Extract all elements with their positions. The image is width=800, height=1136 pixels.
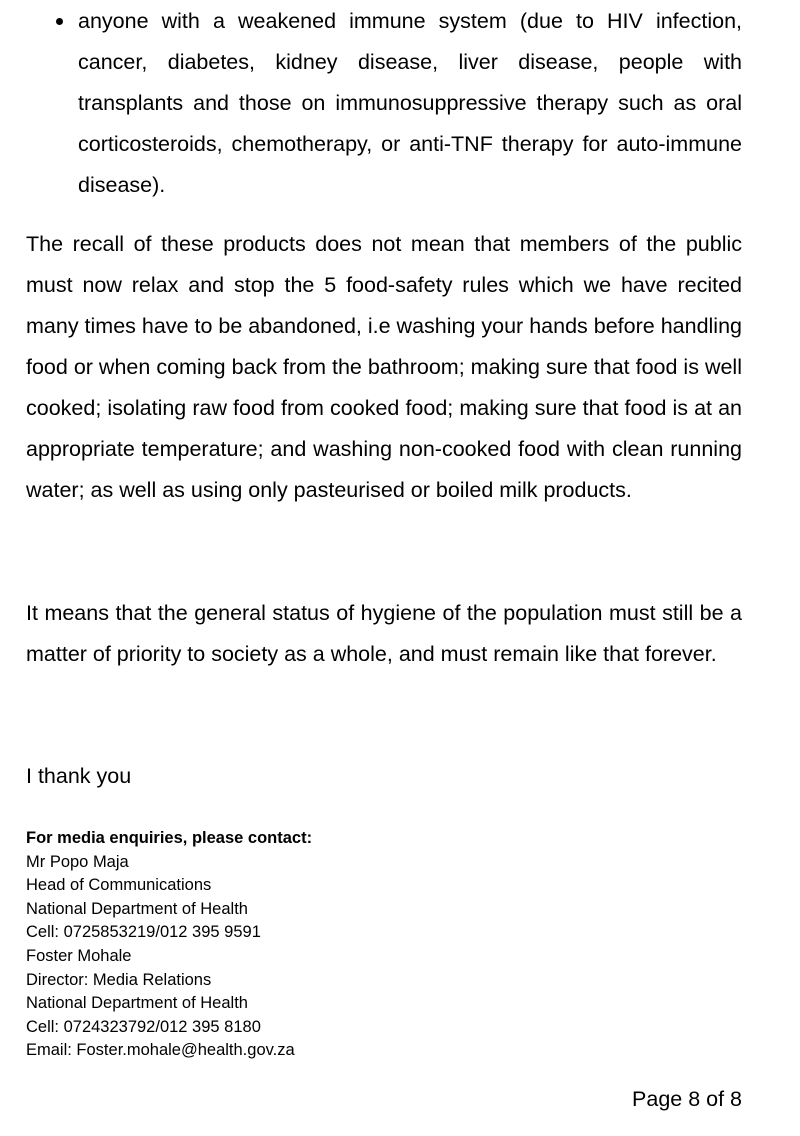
hygiene-paragraph: It means that the general status of hygiene of the population must still be a matter of priority to society as a whole, and must remain like that forever. bbox=[26, 601, 742, 666]
media-contact-block bbox=[26, 827, 526, 1063]
contact-title: Head of Communications bbox=[26, 876, 212, 895]
contact-title: Director: Media Relations bbox=[26, 970, 212, 989]
list-item-text: anyone with a weakened immune system (due to HIV infection, cancer, diabetes, kidney disease, liver disease, people with transplants and those on immunosuppressive therapy such as oral corticosteroids, chemotherapy, or anti-TNF therapy for auto-immune disease). bbox=[78, 9, 742, 197]
closing-remark: I thank you bbox=[26, 764, 132, 788]
bullet-icon bbox=[56, 18, 63, 25]
contact-name: Foster Mohale bbox=[26, 946, 132, 965]
recall-paragraph: The recall of these products does not mean that members of the public must now relax and stop the 5 food-safety rules which we have recited many times have to be abandoned, i.e washing your hands before handling food or when coming back from the bathroom; making sure that food is well cooked; isolating raw food from cooked food; making sure that food is at an appropriate temperature; and washing non-cooked food with clean running water; as well as using only pasteurised or boiled milk products. bbox=[26, 232, 742, 502]
contact-name: Mr Popo Maja bbox=[26, 852, 129, 871]
list-item bbox=[26, 1, 742, 206]
contact-organisation: National Department of Health bbox=[26, 994, 248, 1013]
contact-organisation: National Department of Health bbox=[26, 899, 248, 918]
risk-group-list bbox=[26, 1, 742, 206]
contact-phone: Cell: 0725853219/012 395 9591 bbox=[26, 923, 261, 942]
page-number: Page 8 of 8 bbox=[632, 1087, 742, 1111]
contact-heading: For media enquiries, please contact: bbox=[26, 829, 313, 847]
contact-email: Email: Foster.mohale@health.gov.za bbox=[26, 1041, 295, 1060]
contact-phone: Cell: 0724323792/012 395 8180 bbox=[26, 1017, 261, 1036]
